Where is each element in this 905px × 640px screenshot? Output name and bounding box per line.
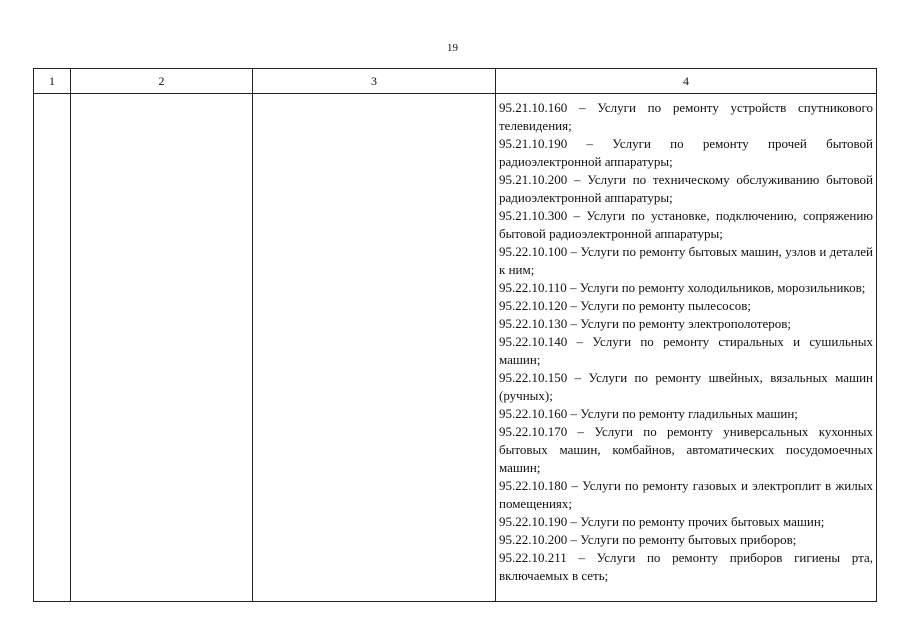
service-code-entry: 95.21.10.160 – Услуги по ремонту устройств спутникового телевидения; xyxy=(499,100,873,133)
service-code-entry: 95.22.10.140 – Услуги по ремонту стиральных и сушильных машин; xyxy=(499,334,873,367)
service-code-entry: 95.22.10.150 – Услуги по ремонту швейных, вязальных машин (ручных); xyxy=(499,370,873,403)
service-code-entry: 95.21.10.300 – Услуги по установке, подключению, сопряжению бытовой радиоэлектронной аппаратуры; xyxy=(499,208,873,241)
service-code-entry: 95.22.10.211 – Услуги по ремонту приборов гигиены рта, включаемых в сеть; xyxy=(499,550,873,583)
cell-col-2 xyxy=(71,94,253,602)
header-col-1: 1 xyxy=(34,69,71,94)
service-code-entry: 95.22.10.200 – Услуги по ремонту бытовых приборов; xyxy=(499,532,797,547)
service-code-entry: 95.22.10.110 – Услуги по ремонту холодильников, морозильников; xyxy=(499,280,866,295)
page-number: 19 xyxy=(447,42,458,54)
header-col-3: 3 xyxy=(253,69,496,94)
services-table xyxy=(33,68,877,602)
service-code-entry: 95.22.10.120 – Услуги по ремонту пылесосов; xyxy=(499,298,751,313)
cell-col-1 xyxy=(34,94,71,602)
service-code-entry: 95.22.10.170 – Услуги по ремонту универсальных кухонных бытовых машин, комбайнов, автоматических посудомоечных машин; xyxy=(499,424,873,475)
service-code-entry: 95.22.10.190 – Услуги по ремонту прочих бытовых машин; xyxy=(499,514,825,529)
service-code-list xyxy=(496,94,876,585)
service-code-entry: 95.22.10.100 – Услуги по ремонту бытовых машин, узлов и деталей к ним; xyxy=(499,244,873,277)
service-code-entry: 95.21.10.200 – Услуги по техническому обслуживанию бытовой радиоэлектронной аппаратуры; xyxy=(499,172,873,205)
service-code-entry: 95.21.10.190 – Услуги по ремонту прочей бытовой радиоэлектронной аппаратуры; xyxy=(499,136,873,169)
service-code-entry: 95.22.10.180 – Услуги по ремонту газовых и электроплит в жилых помещениях; xyxy=(499,478,873,511)
table-body xyxy=(34,94,877,602)
header-row xyxy=(34,69,877,94)
service-code-entry: 95.22.10.130 – Услуги по ремонту электрополотеров; xyxy=(499,316,791,331)
table-header xyxy=(34,69,877,94)
cell-col-3 xyxy=(253,94,496,602)
cell-col-4 xyxy=(496,94,877,602)
service-code-entry: 95.22.10.160 – Услуги по ремонту гладильных машин; xyxy=(499,406,798,421)
header-col-2: 2 xyxy=(71,69,253,94)
table-row xyxy=(34,94,877,602)
header-col-4: 4 xyxy=(496,69,877,94)
